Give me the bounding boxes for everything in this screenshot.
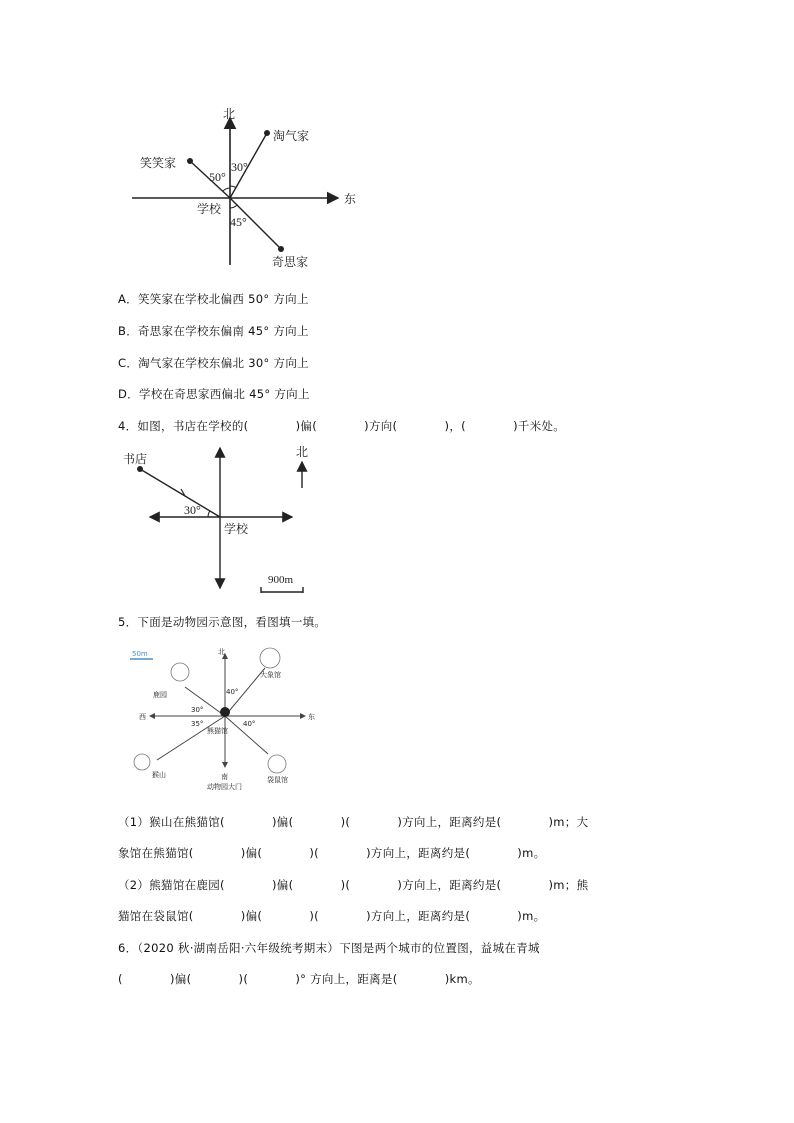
point-bookstore [137,466,143,472]
label-north: 北 [296,445,309,459]
option-a: A．笑笑家在学校北偏西 50° 方向上 [118,292,309,306]
angle-arc-30 [208,511,210,517]
label-school: 学校 [224,522,249,536]
label-panda: 熊猫馆 [207,727,228,735]
label-north: 北 [223,107,236,121]
figure-3-zoo-map [125,642,330,797]
point-qisi [278,246,284,252]
monkey-icon [134,754,150,770]
label-kangaroo: 袋鼠馆 [267,776,288,784]
label-gate: 动物园大门 [207,783,242,791]
label-angle-30: 30° [191,706,204,714]
label-north: 北 [218,648,225,656]
panda-icon [220,707,230,717]
label-angle-40-right: 40° [243,720,256,728]
angle-arc-45 [230,205,237,208]
option-c: C．淘气家在学校东偏北 30° 方向上 [118,356,309,370]
label-angle-45: 45° [230,215,247,229]
label-monkey: 猴山 [152,771,166,779]
label-south: 南 [221,773,228,781]
ray-bookstore [140,469,220,517]
label-scale: 900m [268,574,294,586]
label-bookstore: 书店 [123,452,148,466]
label-angle-30: 30° [231,160,248,174]
question-4: 4．如图，书店在学校的( )偏( )方向( )，( )千米处。 [118,419,566,433]
kangaroo-icon [268,755,286,773]
figure-2-bookstore [120,440,320,600]
q5-sub1-line2: 象馆在熊猫馆( )偏( )( )方向上，距离约是( )m。 [118,846,546,860]
option-d: D．学校在奇思家西偏北 45° 方向上 [118,387,310,401]
label-angle-40-top: 40° [226,688,239,696]
question-5: 5．下面是动物园示意图，看图填一填。 [118,615,327,629]
label-qisi: 奇思家 [272,255,309,269]
label-angle-30: 30° [184,503,201,517]
angle-arc-50 [223,188,230,191]
figure-1-compass [120,100,380,275]
label-deer: 鹿园 [153,691,167,699]
label-school: 学校 [197,202,222,216]
q5-sub1-line1: （1）猴山在熊猫馆( )偏( )( )方向上，距离约是( )m；大 [118,815,589,829]
label-east: 东 [344,192,357,206]
label-east: 东 [308,713,315,721]
label-angle-50: 50° [209,170,226,184]
point-xiaoxiao [187,158,193,164]
angle-arc-30 [230,186,236,188]
option-b: B．奇思家在学校东偏南 45° 方向上 [118,324,309,338]
label-elephant: 大象馆 [260,671,281,679]
question-6-line2: ( )偏( )( )° 方向上，距离是( )km。 [118,972,480,986]
label-west: 西 [139,713,146,721]
q5-sub2-line2: 猫馆在袋鼠馆( )偏( )( )方向上，距离约是( )m。 [118,909,546,923]
elephant-icon [260,648,280,668]
q5-sub2-line1: （2）熊猫馆在鹿园( )偏( )( )方向上，距离约是( )m；熊 [118,878,589,892]
giraffe-icon [171,663,189,681]
label-xiaoxiao: 笑笑家 [140,156,177,170]
question-6-line1: 6．（2020 秋·湖南岳阳·六年级统考期末）下图是两个城市的位置图，益城在青城 [118,941,540,955]
label-scale: 50m [132,650,148,658]
label-angle-35: 35° [191,720,204,728]
label-taoqi: 淘气家 [273,129,310,143]
point-taoqi [264,130,270,136]
